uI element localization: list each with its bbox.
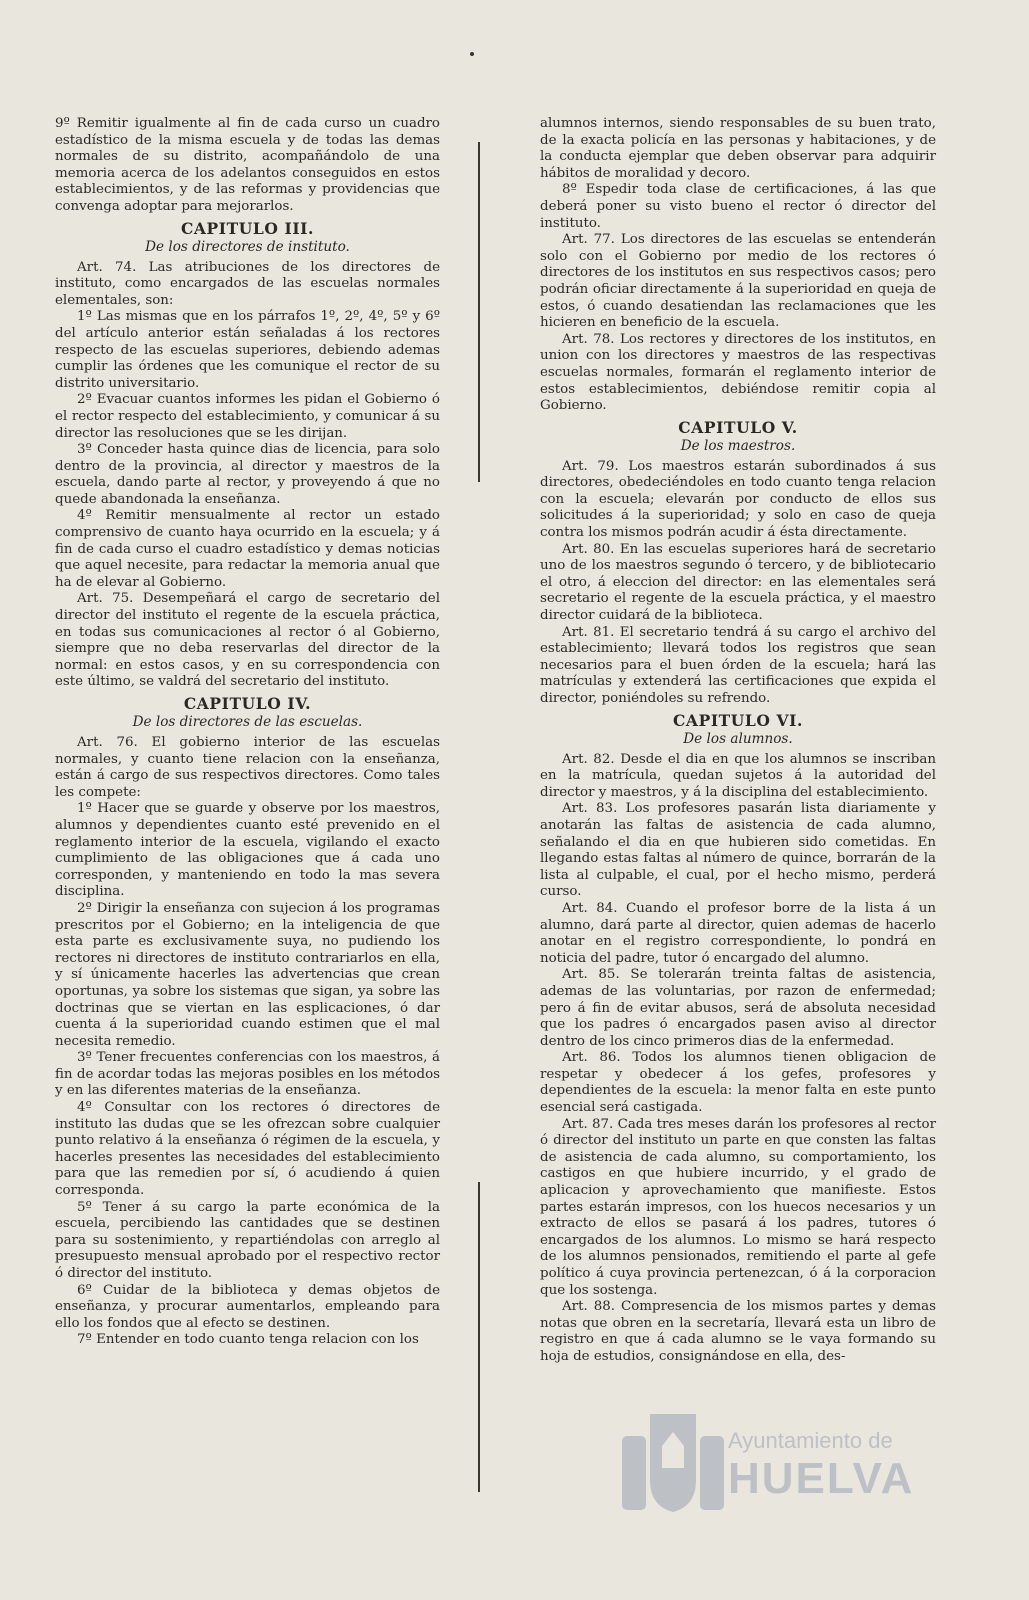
paragraph: 3º Tener frecuentes conferencias con los maestros, á fin de acordar todas las mejoras posibles en los métodos y en las diferentes materias de la enseñanza.: [55, 1050, 440, 1099]
paragraph: alumnos internos, siendo responsables de su buen trato, de la exacta policía en las personas y habitaciones, y de la conducta ejemplar que deben observar para adquirir hábitos de moralidad y decoro.: [540, 116, 936, 181]
paragraph: 7º Entender en todo cuanto tenga relacion con los: [77, 1332, 419, 1348]
paragraph: 1º Las mismas que en los párrafos 1º, 2º, 4º, 5º y 6º del artículo anterior están señaladas á los rectores respecto de las escuelas superiores, debiendo ademas cumplir las órdenes que les comunique el rector de su distrito universitario.: [55, 309, 440, 391]
chapter-heading: CAPITULO IV.: [183, 694, 312, 713]
paragraph: Art. 76. El gobierno interior de las escuelas normales, y cuanto tiene relacion con la enseñanza, están á cargo de sus respectivos directores. Como tales les compete:: [55, 735, 440, 800]
left-column: [55, 116, 440, 1349]
column-rule-upper: [478, 142, 480, 482]
column-rule-lower: [478, 1182, 480, 1492]
right-column: [540, 116, 936, 1366]
paragraph: Art. 80. En las escuelas superiores hará de secretario uno de los maestros segundo ó tercero, y de bibliotecario el otro, á eleccion del director: en las elementales será secretario el regente de la escuela práctica, y el maestro director cuidará de la biblioteca.: [540, 541, 936, 624]
paragraph: Art. 88. Compresencia de los mismos partes y demas notas que obren en la secretaría, llevará esta un libro de registro en que á cada alumno se le vaya formando su hoja de estudios, consignándose en ella, des-: [540, 1299, 936, 1364]
paragraph: 9º Remitir igualmente al fin de cada curso un cuadro estadístico de la misma escuela y de todas las demas normales de su distrito, acompañándolo de una memoria acerca de los adelantos conseguidos en estos establecimientos, y de las reformas y providencias que convenga adoptar para mejorarlos.: [55, 116, 440, 214]
paragraph: Art. 83. Los profesores pasarán lista diariamente y anotarán las faltas de asistencia de cada alumno, señalando el dia en que hubieren sido cometidas. En llegando estas faltas al número de quince, borrarán de la lista al culpable, el cual, por el hecho mismo, perderá curso.: [540, 801, 936, 900]
chapter-subtitle: De los maestros.: [680, 437, 796, 454]
chapter-subtitle: De los directores de instituto.: [145, 238, 350, 255]
paragraph: 1º Hacer que se guarde y observe por los maestros, alumnos y dependientes cuanto esté prevenido en el reglamento interior de la escuela, vigilando el exacto cumplimiento de las obligaciones que á cada uno corresponden, y manteniendo en todo la mas severa disciplina.: [55, 801, 440, 900]
top-dot: [470, 52, 474, 56]
paragraph: 8º Espedir toda clase de certificaciones, á las que deberá poner su visto bueno el rector ó director del instituto.: [540, 182, 936, 231]
paragraph: Art. 82. Desde el dia en que los alumnos se inscriban en la matrícula, quedan sujetos á la autoridad del director y maestros, y á la disciplina del establecimiento.: [540, 751, 936, 800]
paragraph: 2º Evacuar cuantos informes les pidan el Gobierno ó el rector respecto del establecimiento, y comunicar á su director las resoluciones que se les dirijan.: [55, 392, 440, 441]
paragraph: Art. 75. Desempeñará el cargo de secretario del director del instituto el regente de la escuela práctica, en todas sus comunicaciones al rector ó al Gobierno, siempre que no deba reservarlas del director de la normal: en estos casos, y en su correspondencia con este último, se valdrá del secretario del instituto.: [55, 591, 440, 690]
paragraph: 4º Remitir mensualmente al rector un estado comprensivo de cuanto haya ocurrido en la escuela; y á fin de cada curso el cuadro estadístico y demas noticias que aquel necesite, para redactar la memoria anual que ha de elevar al Gobierno.: [55, 508, 440, 590]
chapter-subtitle: De los directores de las escuelas.: [132, 714, 363, 730]
chapter-heading: CAPITULO VI.: [673, 710, 803, 730]
paragraph: 4º Consultar con los rectores ó directores de instituto las dudas que se les ofrezcan sobre cualquier punto relativo á la enseñanza ó régimen de la escuela, y hacerles presentes las necesidades del establecimiento para que las remedien por sí, ó acudiendo á quien corresponda.: [55, 1100, 440, 1199]
paragraph: 5º Tener á su cargo la parte económica de la escuela, percibiendo las cantidades que se destinen para su sostenimiento, y repartiéndolas con arreglo al presupuesto mensual aprobado por el respectivo rector ó director del instituto.: [55, 1199, 440, 1281]
paragraph: Art. 74. Las atribuciones de los directores de instituto, como encargados de las escuelas normales elementales, son:: [55, 259, 440, 308]
paragraph: Art. 78. Los rectores y directores de los institutos, en union con los directores y maestros de las respectivas escuelas normales, formarán el reglamento interior de estos establecimientos, debiéndose remitir copia al Gobierno.: [540, 331, 936, 414]
paragraph: Art. 77. Los directores de las escuelas se entenderán solo con el Gobierno por medio de los rectores ó directores de los institutos en sus respectivos casos; pero podrán oficiar directamente á la superioridad en queja de estos, ó cuando desatiendan las reclamaciones que les hicieren en beneficio de la escuela.: [540, 232, 936, 331]
paragraph: 2º Dirigir la enseñanza con sujecion á los programas prescritos por el Gobierno; en la inteligencia de que esta parte es exclusivamente suya, no pudiendo los rectores ni directores de instituto contrariarlos en ella, y sí únicamente hacerles las advertencias que crean oportunas, ya sobre los sistemas que sigan, ya sobre las doctrinas que se viertan en las esplicaciones, ó dar cuenta á la superioridad cuando estimen que el mal necesita remedio.: [55, 900, 440, 1049]
paragraph: Art. 84. Cuando el profesor borre de la lista á un alumno, dará parte al director, quien ademas de hacerlo anotar en el registro correspondiente, lo pondrá en noticia del padre, tutor ó encargado del alumno.: [540, 900, 936, 966]
paragraph: Art. 86. Todos los alumnos tienen obligacion de respetar y obedecer á los gefes, profesores y dependientes de la escuela: la menor falta en este punto esencial será castigada.: [540, 1050, 936, 1116]
paragraph: Art. 81. El secretario tendrá á su cargo el archivo del establecimiento; llevará todos los registros que sean necesarios para el buen órden de la escuela; hará las matrículas y extenderá las certificaciones que expida el director, poniéndoles su refrendo.: [540, 624, 936, 706]
watermark-line1: Ayuntamiento de: [728, 1428, 893, 1453]
watermark-line2: HUELVA: [728, 1454, 915, 1503]
paragraph: 3º Conceder hasta quince dias de licencia, para solo dentro de la provincia, al director y maestros de la escuela, dando parte al rector, y proveyendo á que no quede abandonada la enseñanza.: [55, 442, 440, 507]
chapter-subtitle: De los alumnos.: [683, 730, 793, 747]
chapter-heading: CAPITULO III.: [180, 218, 315, 238]
paragraph: Art. 85. Se tolerarán treinta faltas de asistencia, ademas de las voluntarias, por razon de enfermedad; pero á fin de evitar abusos, será de absoluta necesidad que los padres ó encargados pasen aviso al director dentro de los cinco primeros dias de la enfermedad.: [540, 967, 936, 1049]
coat-of-arms-icon: [618, 1406, 728, 1514]
ayuntamiento-watermark: [618, 1406, 948, 1516]
paragraph: 6º Cuidar de la biblioteca y demas objetos de enseñanza, y procurar aumentarlos, empleando para ello los fondos que al efecto se destinen.: [55, 1282, 440, 1331]
chapter-heading: CAPITULO V.: [678, 417, 798, 437]
paragraph: Art. 79. Los maestros estarán subordinados á sus directores, obedeciéndoles en todo cuanto tenga relacion con la escuela; elevarán por conducto de ellos sus solicitudes á la superioridad; y solo en caso de queja contra los mismos podrán acudir á ésta directamente.: [540, 458, 936, 541]
paragraph: Art. 87. Cada tres meses darán los profesores al rector ó director del instituto un parte en que consten las faltas de asistencia de cada alumno, su comportamiento, los castigos en que hubiere incurrido, y el grado de aplicacion y aprovechamiento que manifieste. Estos partes estarán impresos, con los huecos necesarios y un extracto de ellos se pasará á los padres, tutores ó encargados de los alumnos. Lo mismo se hará respecto de los alumnos pensionados, remitiendo el parte al gefe político á cuya provincia pertenezcan, ó á la corporacion que los sostenga.: [540, 1116, 936, 1298]
